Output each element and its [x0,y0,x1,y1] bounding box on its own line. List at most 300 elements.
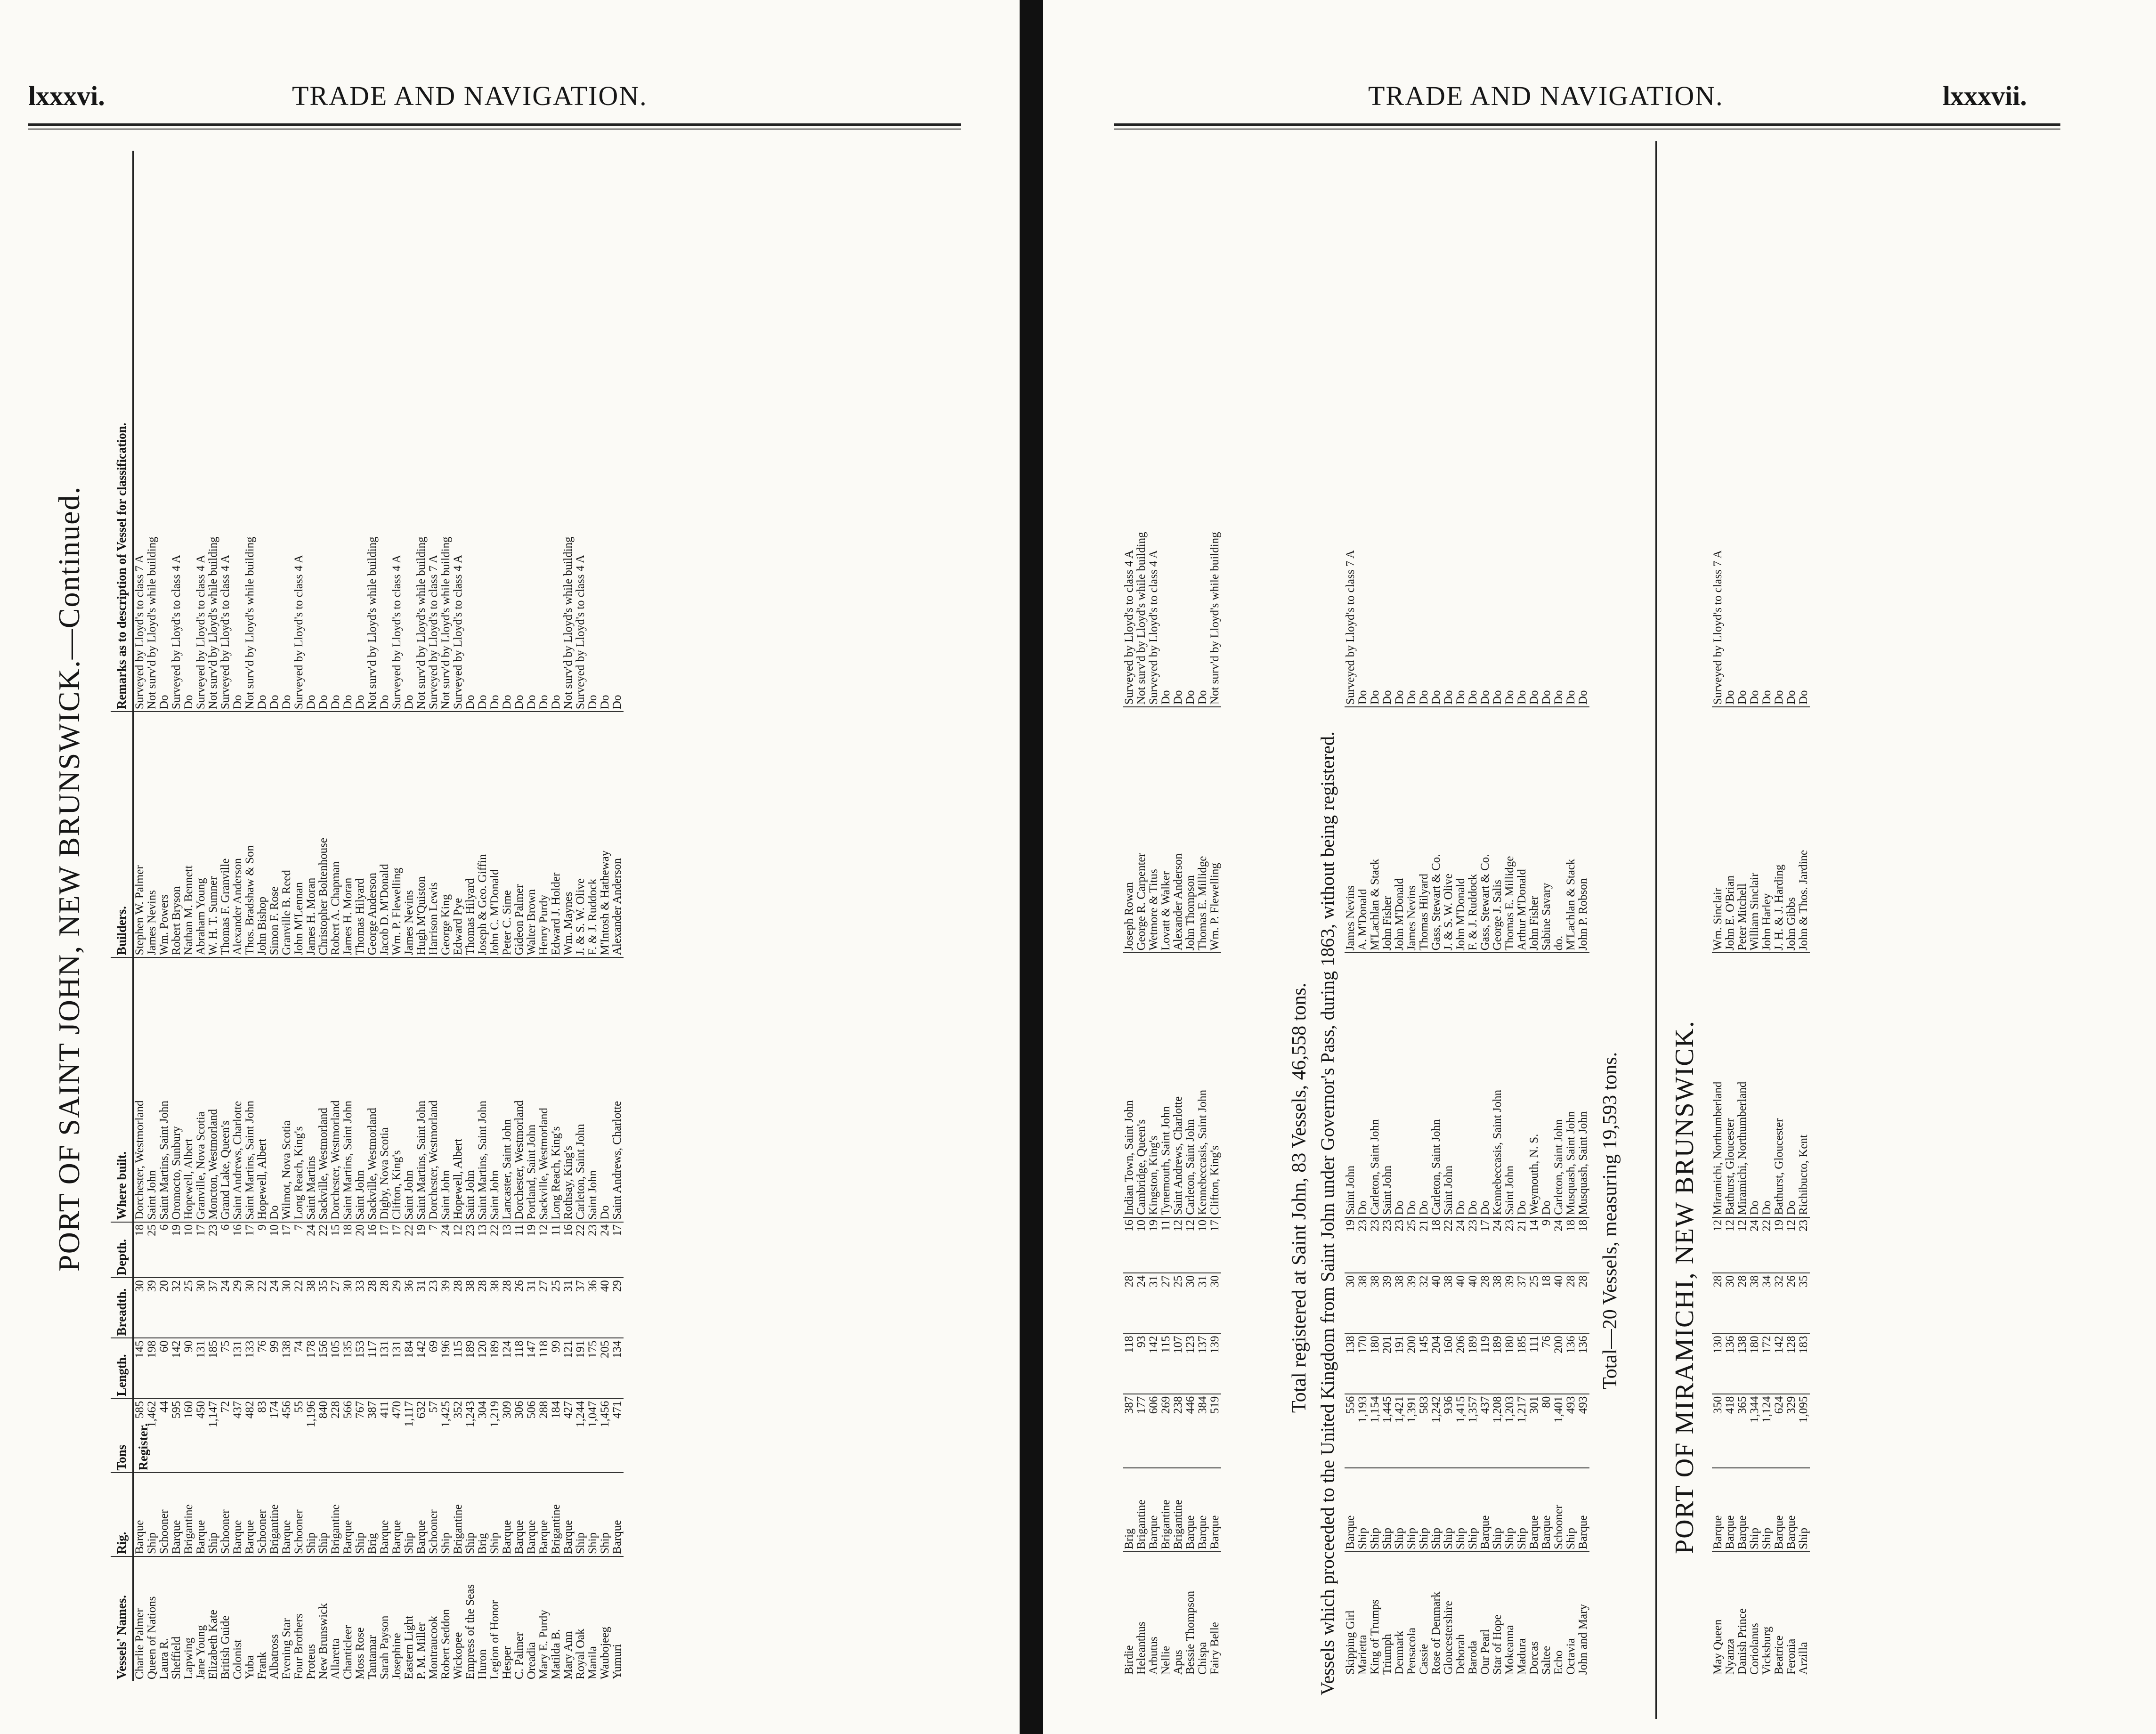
breadth-cell: 28 [501,1278,513,1338]
depth-cell: 12 [538,1223,550,1278]
builders-cell: George R. Carpenter [1135,707,1148,953]
remarks-cell: Not surv'd by Lloyd's while building [1135,146,1148,707]
vessel-name-cell: Rose of Denmark [1430,1591,1443,1675]
col-name-header: Vessels' Names. [114,1595,129,1679]
breadth-cell: 28 [1479,1273,1491,1334]
builders-cell: Stephen W. Palmer [134,712,146,958]
tons-cell: 1,047 [587,1399,599,1474]
tons-cell: 1,154 [1369,1394,1381,1469]
table-row [1184,146,1197,1677]
builders-cell: Thomas Hilyard [354,712,366,958]
vessel-name-cell: Yuba [243,1655,256,1679]
builders-cell: John Fisher [1381,707,1394,953]
where-built-cell: Sackville, Westmorland [538,958,550,1223]
rig-cell: Ship [1369,1468,1381,1552]
builders-cell: James Nevins [403,712,415,958]
rig-cell: Schooner [158,1473,170,1556]
length-cell: 196 [440,1338,452,1399]
tons-cell: 352 [452,1399,464,1474]
vessel-name-cell: Four Brothers [292,1613,305,1679]
where-built-cell: Saint Andrews, Charlotte [611,958,624,1223]
table-row [1418,146,1430,1677]
right-head-rule [1114,123,2060,130]
vessel-name-cell: Matilda B. [550,1629,562,1679]
section-divider [1655,141,1657,1719]
rig-cell: Ship [1418,1468,1430,1552]
rig-cell: Barque [1345,1468,1357,1552]
builders-cell: Hugh M'Quiston [415,712,428,958]
where-built-cell: Carleton, Saint John [1369,953,1381,1218]
depth-cell: 9 [1540,1218,1553,1273]
rig-cell: Barque [1724,1468,1736,1552]
depth-cell: 19 [1773,1218,1785,1273]
breadth-cell: 38 [489,1278,501,1338]
vessel-name-cell: Our Pearl [1479,1629,1491,1675]
table-row [538,151,550,1681]
length-cell: 60 [158,1338,170,1399]
builders-cell: Sabine Savary [1540,707,1553,953]
tons-cell: 306 [513,1399,526,1474]
tons-cell: 632 [415,1399,428,1474]
tons-cell: 1,357 [1467,1394,1479,1469]
table-row [1369,146,1381,1677]
remarks-cell: Do [464,151,477,712]
length-cell: 191 [575,1338,587,1399]
depth-cell: 12 [1184,1218,1197,1273]
builders-cell: Jacob D. M'Donald [379,712,391,958]
table-row [562,151,575,1681]
vessel-name-cell: Chispa [1196,1642,1209,1675]
depth-cell: 17 [244,1223,256,1278]
depth-cell: 22 [317,1223,330,1278]
length-cell: 180 [1749,1334,1761,1394]
rig-cell: Barque [1479,1468,1491,1552]
breadth-cell: 39 [1504,1273,1516,1334]
remarks-cell: Do [1565,146,1577,707]
tons-cell: 583 [1418,1394,1430,1469]
rig-cell: Ship [403,1473,415,1556]
vessel-name-cell: Josephine [390,1633,403,1679]
remarks-cell: Do [587,151,599,712]
length-cell: 204 [1430,1334,1443,1394]
length-cell: 142 [415,1338,428,1399]
where-built-cell: Saint Andrews, Charlotte [1172,953,1184,1218]
length-cell: 74 [293,1338,305,1399]
vessel-name-cell: Vicksburg [1760,1626,1773,1675]
builders-cell: John E. O'Brian [1724,707,1736,953]
table-row [489,151,501,1681]
rig-cell: Schooner [293,1473,305,1556]
depth-cell: 22 [489,1223,501,1278]
length-cell: 145 [134,1338,146,1399]
rig-cell: Brigantine [183,1473,195,1556]
breadth-cell: 30 [1345,1273,1357,1334]
length-cell: 145 [1418,1334,1430,1394]
builders-cell: Peter C. Sime [501,712,513,958]
breadth-cell: 32 [170,1278,183,1338]
breadth-cell: 38 [1369,1273,1381,1334]
col-depth-header: Depth. [111,1223,132,1278]
builders-cell: George King [440,712,452,958]
tons-cell: 174 [268,1399,281,1474]
length-cell: 170 [1357,1334,1369,1394]
where-built-cell: Do [1467,953,1479,1218]
where-built-cell: Do [1516,953,1528,1218]
table-row [232,151,244,1681]
builders-cell: Joseph Rowan [1123,707,1135,953]
remarks-cell: Surveyed by Lloyd's to class 7 A [428,151,440,712]
table-row [513,151,526,1681]
vessel-name-cell: Albatross [268,1634,281,1679]
breadth-cell: 38 [1357,1273,1369,1334]
length-cell: 189 [489,1338,501,1399]
depth-cell: 22 [403,1223,415,1278]
tons-cell: 44 [158,1399,170,1474]
right-table-c [1712,146,1810,1677]
rig-cell: Barque [391,1473,403,1556]
right-table-b [1345,146,1589,1677]
breadth-cell: 20 [158,1278,170,1338]
where-built-cell: Long Reach, King's [293,958,305,1223]
breadth-cell: 26 [513,1278,526,1338]
depth-cell: 13 [501,1223,513,1278]
table-row [219,151,232,1681]
tons-cell: 177 [1135,1394,1148,1469]
depth-cell: 12 [1736,1218,1749,1273]
depth-cell: 12 [1172,1218,1184,1273]
length-cell: 99 [268,1338,281,1399]
length-cell: 175 [587,1338,599,1399]
breadth-cell: 25 [550,1278,562,1338]
rig-cell: Ship [1798,1468,1810,1552]
vessel-name-cell: Frank [256,1652,268,1679]
where-built-cell: Saint John [1381,953,1394,1218]
depth-cell: 9 [256,1223,268,1278]
builders-cell: John P. Robson [1577,707,1589,953]
where-built-cell: Hopewell, Albert [452,958,464,1223]
remarks-cell: Do [158,151,170,712]
where-built-cell: Hopewell, Albert [183,958,195,1223]
depth-cell: 23 [1467,1218,1479,1273]
breadth-cell: 30 [195,1278,207,1338]
breadth-cell: 25 [1172,1273,1184,1334]
length-cell: 118 [513,1338,526,1399]
rig-cell: Brigantine [550,1473,562,1556]
breadth-cell: 30 [244,1278,256,1338]
vessel-name-cell: Triumph [1381,1634,1394,1675]
remarks-cell: Do [1160,146,1172,707]
breadth-cell: 30 [281,1278,293,1338]
depth-cell: 12 [452,1223,464,1278]
where-built-cell: Granville, Nova Scotia [195,958,207,1223]
tons-cell: 1,415 [1455,1394,1467,1469]
vessel-name-cell: May Queen [1711,1619,1724,1675]
where-built-cell: Richibucto, Kent [1798,953,1810,1218]
table-row [183,151,195,1681]
builders-cell: Nathan M. Bennett [183,712,195,958]
tons-cell: 1,425 [440,1399,452,1474]
breadth-cell: 28 [1736,1273,1749,1334]
breadth-cell: 30 [1724,1273,1736,1334]
breadth-cell: 35 [1798,1273,1810,1334]
depth-cell: 10 [1197,1218,1209,1273]
left-table-body [134,151,624,1681]
depth-cell: 19 [1148,1218,1160,1273]
builders-cell: Wm. P. Flewelling [1209,707,1221,953]
rig-cell: Ship [1357,1468,1369,1552]
right-folio: lxxxvii. [1943,81,2027,111]
remarks-cell: Do [1394,146,1406,707]
remarks-cell: Do [1516,146,1528,707]
left-folio: lxxxvi. [28,81,105,111]
where-built-cell: Do [1406,953,1418,1218]
remarks-cell: Do [1455,146,1467,707]
table-row [1467,146,1479,1677]
remarks-cell: Do [1172,146,1184,707]
breadth-cell: 40 [1455,1273,1467,1334]
length-cell: 185 [1516,1334,1528,1394]
where-built-cell: Sackville, Westmorland [317,958,330,1223]
builders-cell: Wm. Sinclair [1712,707,1724,953]
where-built-cell: Musquash, Saint John [1565,953,1577,1218]
length-cell: 183 [1798,1334,1810,1394]
length-cell: 189 [1491,1334,1504,1394]
vessel-name-cell: Bessie Thompson [1184,1590,1197,1675]
vessel-name-cell: Robert Seddon [439,1609,452,1679]
length-cell: 118 [1123,1334,1135,1394]
length-cell: 119 [1479,1334,1491,1394]
col-where-header: Where built. [111,958,132,1223]
table-row [1160,146,1172,1677]
length-cell: 189 [464,1338,477,1399]
remarks-cell: Do [1479,146,1491,707]
builders-cell: John M'Lennan [293,712,305,958]
breadth-cell: 39 [1406,1273,1418,1334]
right-page [1043,0,2156,1734]
breadth-cell: 32 [1418,1273,1430,1334]
vessel-name-cell: New Brunswick [317,1603,330,1679]
builders-cell: J. H. & J. Harding [1773,707,1785,953]
length-cell: 135 [342,1338,354,1399]
remarks-cell: Do [1761,146,1773,707]
rig-cell: Barque [1773,1468,1785,1552]
builders-cell: Wm. Powers [158,712,170,958]
where-built-cell: Digby, Nova Scotia [379,958,391,1223]
remarks-cell: Do [317,151,330,712]
builders-cell: Wetmore & Titus [1148,707,1160,953]
section-miramichi: PORT OF MIRAMICHI, NEW BRUNSWICK. [1670,1020,1699,1554]
length-cell: 120 [477,1338,489,1399]
depth-cell: 7 [293,1223,305,1278]
depth-cell: 18 [1565,1218,1577,1273]
where-built-cell: Do [1357,953,1369,1218]
table-row [1798,146,1810,1677]
where-built-cell: Carleton, Saint John [575,958,587,1223]
length-cell: 185 [207,1338,219,1399]
breadth-cell: 24 [219,1278,232,1338]
breadth-cell: 31 [1197,1273,1209,1334]
total-saint-john: Total registered at Saint John, 83 Vessels, 46,558 tons. [1289,982,1310,1413]
remarks-cell: Do [1553,146,1565,707]
tons-cell: 160 [183,1399,195,1474]
tons-cell: 83 [256,1399,268,1474]
rig-cell: Ship [1504,1468,1516,1552]
tons-cell: 1,445 [1381,1394,1394,1469]
where-built-cell: Saint Martins, Saint John [415,958,428,1223]
breadth-cell: 31 [526,1278,538,1338]
builders-cell: W. H. T. Sumner [207,712,219,958]
where-built-cell: Saint Andrews, Charlotte [232,958,244,1223]
rig-cell: Brig [1123,1468,1135,1552]
builders-cell: William Sinclair [1749,707,1761,953]
vessel-name-cell: Queen of Nations [146,1596,158,1679]
length-cell: 134 [611,1338,624,1399]
table-row [207,151,219,1681]
vessel-name-cell: Cassie [1418,1644,1430,1675]
depth-cell: 6 [158,1223,170,1278]
length-cell: 178 [305,1338,317,1399]
vessel-name-cell: Mary E. Purdy [537,1610,550,1679]
table-row [1553,146,1565,1677]
where-built-cell: Kingston, King's [1148,953,1160,1218]
left-table-title: PORT OF SAINT JOHN, NEW BRUNSWICK.—Continued. [52,486,86,1272]
remarks-cell: Surveyed by Lloyd's to class 4 A [219,151,232,712]
builders-cell: Wm. P. Flewelling [391,712,403,958]
depth-cell: 10 [268,1223,281,1278]
remarks-cell: Not surv'd by Lloyd's while building [366,151,379,712]
table-row [134,151,146,1681]
tons-cell: 840 [317,1399,330,1474]
depth-cell: 14 [1528,1218,1540,1273]
depth-cell: 22 [1761,1218,1773,1273]
rig-cell: Ship [207,1473,219,1556]
vessel-name-cell: Sheffield [170,1636,183,1679]
rig-cell: Brigantine [1172,1468,1184,1552]
vessel-name-cell: Baroda [1467,1640,1479,1675]
remarks-cell: Do [1406,146,1418,707]
depth-cell: 12 [1724,1218,1736,1273]
left-page [0,0,1020,1734]
breadth-cell: 22 [293,1278,305,1338]
rig-cell: Ship [1394,1468,1406,1552]
rig-cell: Ship [575,1473,587,1556]
tons-cell: 1,219 [489,1399,501,1474]
tons-cell: 72 [219,1399,232,1474]
depth-cell: 23 [1357,1218,1369,1273]
tons-cell: 456 [281,1399,293,1474]
length-cell: 147 [526,1338,538,1399]
rig-cell: Ship [305,1473,317,1556]
depth-cell: 23 [464,1223,477,1278]
builders-cell: Thomas Hilyard [1418,707,1430,953]
breadth-cell: 37 [1516,1273,1528,1334]
rig-cell: Ship [1381,1468,1394,1552]
depth-cell: 22 [575,1223,587,1278]
tons-cell: 1,095 [1798,1394,1810,1469]
where-built-cell: Musquash, Saint John [1577,953,1589,1218]
remarks-cell: Do [379,151,391,712]
length-cell: 90 [183,1338,195,1399]
remarks-cell: Do [1381,146,1394,707]
breadth-cell: 30 [342,1278,354,1338]
rig-cell: Brigantine [330,1473,342,1556]
where-built-cell: Wilmot, Nova Scotia [281,958,293,1223]
builders-cell: Peter Mitchell [1736,707,1749,953]
length-cell: 138 [1345,1334,1357,1394]
table-row [1430,146,1443,1677]
vessel-name-cell: Beatrice [1773,1635,1785,1675]
vessel-name-cell: Evening Star [280,1618,293,1679]
vessel-name-cell: Manila [586,1646,599,1679]
remarks-cell: Do [342,151,354,712]
builders-cell: Simon F. Rose [268,712,281,958]
breadth-cell: 18 [1540,1273,1553,1334]
builders-cell: Edward J. Holder [550,712,562,958]
tons-cell: 595 [170,1399,183,1474]
breadth-cell: 40 [1467,1273,1479,1334]
remarks-cell: Do [1577,146,1589,707]
breadth-cell: 27 [330,1278,342,1338]
where-built-cell: Bathurst, Gloucester [1724,953,1736,1218]
depth-cell: 25 [146,1223,158,1278]
breadth-cell: 40 [1553,1273,1565,1334]
breadth-cell: 31 [415,1278,428,1338]
builders-cell: Edward Pye [452,712,464,958]
rig-cell: Brigantine [1160,1468,1172,1552]
length-cell: 76 [256,1338,268,1399]
tons-cell: 238 [1172,1394,1184,1469]
builders-cell: M'Lachlan & Stack [1565,707,1577,953]
breadth-cell: 36 [587,1278,599,1338]
builders-cell: Thomas F. Granville [219,712,232,958]
tons-cell: 387 [1123,1394,1135,1469]
rig-cell: Barque [379,1473,391,1556]
vessel-name-cell: P. M. Miller [415,1622,428,1679]
builders-cell: Robert A. Chapman [330,712,342,958]
where-built-cell: Do [1761,953,1773,1218]
depth-cell: 10 [183,1223,195,1278]
builders-cell: George Anderson [366,712,379,958]
depth-cell: 16 [232,1223,244,1278]
remarks-cell: Not surv'd by Lloyd's while building [1209,146,1221,707]
table-row [526,151,538,1681]
length-cell: 200 [1406,1334,1418,1394]
table-row [1736,146,1749,1677]
where-built-cell: Sackville, Westmorland [366,958,379,1223]
tons-cell: 767 [354,1399,366,1474]
where-built-cell: Do [1749,953,1761,1218]
length-cell: 105 [330,1338,342,1399]
breadth-cell: 35 [317,1278,330,1338]
breadth-cell: 38 [464,1278,477,1338]
vessel-name-cell: King of Trumps [1369,1599,1381,1675]
breadth-cell: 40 [1430,1273,1443,1334]
col-tons-header: Tons Register. [111,1399,132,1474]
table-row [305,151,317,1681]
remarks-cell: Do [1724,146,1736,707]
length-cell: 128 [1785,1334,1798,1394]
tons-cell: 471 [611,1399,624,1474]
remarks-cell: Do [1467,146,1479,707]
remarks-cell: Do [268,151,281,712]
vessel-name-cell: Lapwing [182,1637,195,1679]
rig-cell: Barque [538,1473,550,1556]
table-row [1148,146,1160,1677]
builders-cell: John Harley [1761,707,1773,953]
tons-cell: 304 [477,1399,489,1474]
breadth-cell: 31 [1148,1273,1160,1334]
remarks-cell: Do [477,151,489,712]
